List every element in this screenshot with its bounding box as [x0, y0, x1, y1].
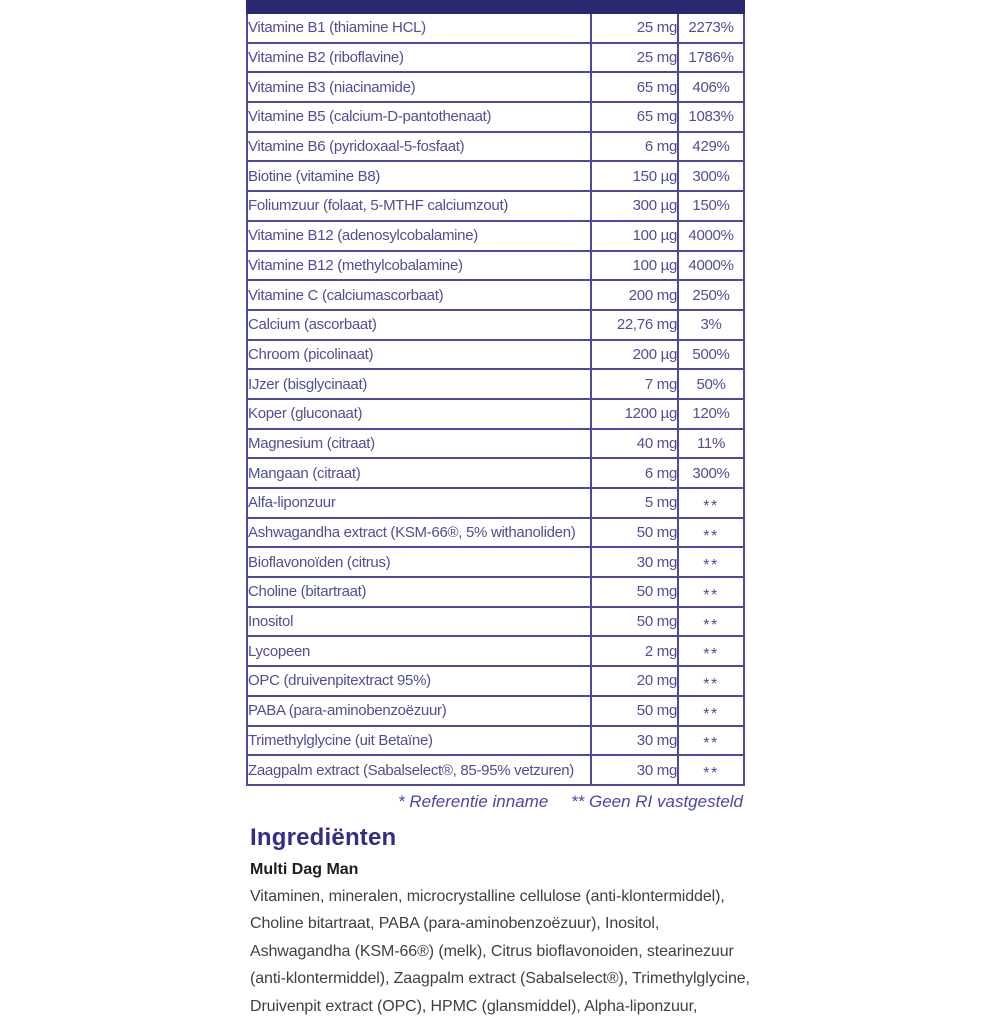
ingredients-line: (anti-klontermiddel), Zaagpalm extract (Sabalselect®), Trimethylglycine, [250, 970, 750, 988]
table-row [247, 696, 744, 726]
table-row [247, 666, 744, 696]
nutrient-amount: 30 mg [591, 755, 678, 785]
nutrient-ri-percent: ** [678, 636, 744, 666]
nutrient-name: Vitamine B3 (niacinamide) [247, 72, 591, 102]
nutrient-name: Vitamine B12 (adenosylcobalamine) [247, 221, 591, 251]
nutrient-name: Vitamine B2 (riboflavine) [247, 43, 591, 73]
nutrient-ri-percent: ** [678, 577, 744, 607]
nutrient-name: Vitamine B6 (pyridoxaal-5-fosfaat) [247, 132, 591, 162]
nutrient-amount: 25 mg [591, 13, 678, 43]
table-row [247, 607, 744, 637]
nutrient-name: Bioflavonoïden (citrus) [247, 547, 591, 577]
nutrient-amount: 50 mg [591, 696, 678, 726]
table-row [247, 577, 744, 607]
nutrient-name: Choline (bitartraat) [247, 577, 591, 607]
nutrient-amount: 25 mg [591, 43, 678, 73]
ingredients-paragraph [250, 883, 750, 1020]
table-row [247, 251, 744, 281]
ingredients-line: Ashwagandha (KSM-66®) (melk), Citrus bioflavonoiden, stearinezuur [250, 942, 734, 960]
nutrient-ri-percent: 250% [678, 280, 744, 310]
nutrient-amount: 20 mg [591, 666, 678, 696]
nutrient-ri-percent: 300% [678, 161, 744, 191]
table-row [247, 132, 744, 162]
nutrient-amount: 50 mg [591, 577, 678, 607]
table-row [247, 102, 744, 132]
ingredients-line: Druivenpit extract (OPC), HPMC (glansmiddel), Alpha-liponzuur, [250, 997, 698, 1015]
nutrient-amount: 150 µg [591, 161, 678, 191]
nutrient-ri-percent: 4000% [678, 251, 744, 281]
nutrient-ri-percent: 50% [678, 369, 744, 399]
nutrient-amount: 50 mg [591, 607, 678, 637]
nutrient-name: Magnesium (citraat) [247, 429, 591, 459]
nutrient-amount: 200 mg [591, 280, 678, 310]
nutrient-ri-percent: 429% [678, 132, 744, 162]
table-row [247, 191, 744, 221]
nutrient-amount: 30 mg [591, 726, 678, 756]
table-row [247, 488, 744, 518]
nutrient-amount: 22,76 mg [591, 310, 678, 340]
ingredients-heading: Ingrediënten [250, 824, 397, 851]
nutrient-name: Zaagpalm extract (Sabalselect®, 85-95% vetzuren) [247, 755, 591, 785]
nutrient-ri-percent: ** [678, 518, 744, 548]
nutrient-ri-percent: ** [678, 666, 744, 696]
nutrient-ri-percent: ** [678, 547, 744, 577]
nutrient-name: Koper (gluconaat) [247, 399, 591, 429]
nutrient-ri-percent: 2273% [678, 13, 744, 43]
nutrient-amount: 300 µg [591, 191, 678, 221]
nutrient-amount: 5 mg [591, 488, 678, 518]
nutrient-amount: 100 µg [591, 221, 678, 251]
table-row [247, 340, 744, 370]
table-row [247, 547, 744, 577]
nutrient-name: Trimethylglycine (uit Betaïne) [247, 726, 591, 756]
table-header-bar [247, 1, 744, 13]
table-row [247, 310, 744, 340]
nutrient-amount: 2 mg [591, 636, 678, 666]
table-row [247, 458, 744, 488]
nutrient-ri-percent: 3% [678, 310, 744, 340]
table-row [247, 280, 744, 310]
footnote-no-ri: ** Geen RI vastgesteld [571, 792, 743, 811]
nutrient-name: PABA (para-aminobenzoëzuur) [247, 696, 591, 726]
footnote-reference-intake: * Referentie inname [398, 792, 549, 811]
nutrient-amount: 100 µg [591, 251, 678, 281]
nutrient-amount: 65 mg [591, 72, 678, 102]
table-row [247, 13, 744, 43]
table-row [247, 399, 744, 429]
nutrient-name: Biotine (vitamine B8) [247, 161, 591, 191]
table-row [247, 429, 744, 459]
nutrient-amount: 200 µg [591, 340, 678, 370]
nutrient-amount: 65 mg [591, 102, 678, 132]
table-row [247, 72, 744, 102]
nutrient-amount: 1200 µg [591, 399, 678, 429]
table-row [247, 726, 744, 756]
product-name: Multi Dag Man [250, 861, 359, 878]
nutrient-ri-percent: 1083% [678, 102, 744, 132]
nutrient-name: Calcium (ascorbaat) [247, 310, 591, 340]
nutrient-ri-percent: 150% [678, 191, 744, 221]
table-row [247, 518, 744, 548]
nutrient-ri-percent: ** [678, 755, 744, 785]
nutrient-ri-percent: 500% [678, 340, 744, 370]
nutrient-amount: 50 mg [591, 518, 678, 548]
table-footnote [246, 792, 743, 812]
supplement-facts-table [246, 0, 745, 786]
nutrient-ri-percent: 1786% [678, 43, 744, 73]
nutrient-name: Vitamine B5 (calcium-D-pantothenaat) [247, 102, 591, 132]
nutrient-name: Mangaan (citraat) [247, 458, 591, 488]
table-row [247, 636, 744, 666]
nutrient-ri-percent: 406% [678, 72, 744, 102]
nutrient-amount: 7 mg [591, 369, 678, 399]
table-row [247, 221, 744, 251]
table-row [247, 369, 744, 399]
nutrient-name: Vitamine B12 (methylcobalamine) [247, 251, 591, 281]
ingredients-line: Vitaminen, mineralen, microcrystalline cellulose (anti-klontermiddel), [250, 888, 725, 905]
nutrient-ri-percent: ** [678, 607, 744, 637]
nutrient-name: Lycopeen [247, 636, 591, 666]
nutrient-name: Chroom (picolinaat) [247, 340, 591, 370]
nutrient-ri-percent: 120% [678, 399, 744, 429]
table-row [247, 755, 744, 785]
nutrient-ri-percent: ** [678, 488, 744, 518]
nutrient-amount: 6 mg [591, 458, 678, 488]
nutrient-amount: 40 mg [591, 429, 678, 459]
nutrient-amount: 30 mg [591, 547, 678, 577]
table-row [247, 43, 744, 73]
ingredients-line: Choline bitartraat, PABA (para-aminobenzoëzuur), Inositol, [250, 915, 660, 933]
nutrient-ri-percent: 300% [678, 458, 744, 488]
nutrient-ri-percent: 4000% [678, 221, 744, 251]
table-row [247, 161, 744, 191]
nutrient-name: Vitamine B1 (thiamine HCL) [247, 13, 591, 43]
nutrient-name: IJzer (bisglycinaat) [247, 369, 591, 399]
nutrient-name: Foliumzuur (folaat, 5-MTHF calciumzout) [247, 191, 591, 221]
nutrient-ri-percent: ** [678, 696, 744, 726]
nutrient-name: OPC (druivenpitextract 95%) [247, 666, 591, 696]
nutrient-name: Inositol [247, 607, 591, 637]
table-header-row [247, 1, 744, 13]
nutrient-name: Alfa-liponzuur [247, 488, 591, 518]
nutrient-name: Ashwagandha extract (KSM-66®, 5% withanoliden) [247, 518, 591, 548]
nutrient-name: Vitamine C (calciumascorbaat) [247, 280, 591, 310]
nutrient-ri-percent: ** [678, 726, 744, 756]
nutrient-amount: 6 mg [591, 132, 678, 162]
nutrient-ri-percent: 11% [678, 429, 744, 459]
